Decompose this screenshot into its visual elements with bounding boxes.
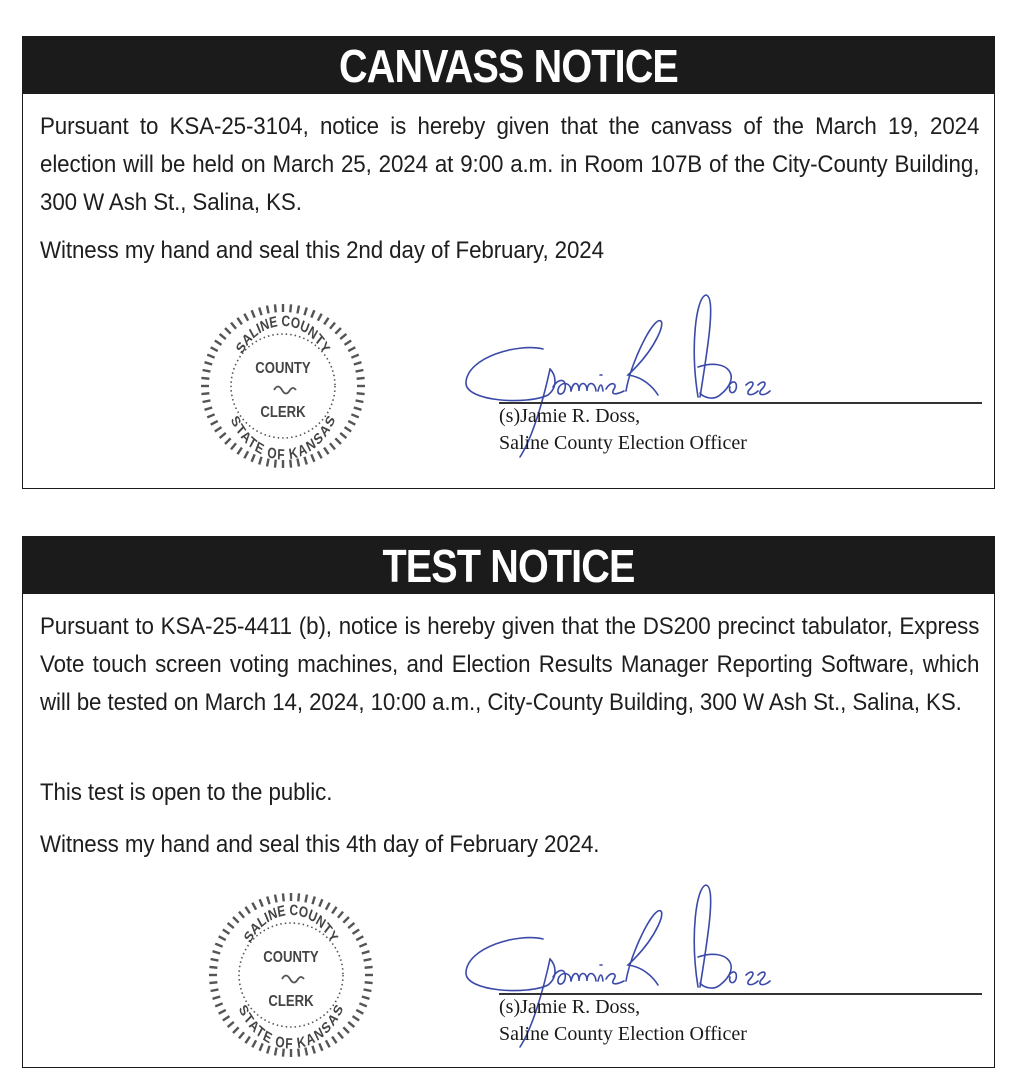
notice-paragraph: This test is open to the public. — [40, 779, 333, 806]
seal-tick — [312, 1046, 314, 1054]
seal-tick — [340, 334, 346, 339]
seal-tick — [220, 433, 226, 438]
seal-tick — [354, 407, 362, 409]
seal-tick — [207, 414, 214, 417]
seal-tick — [348, 421, 355, 425]
seal-ornament-icon — [282, 976, 304, 983]
seal-tick — [228, 1022, 234, 1027]
seal-tick — [220, 334, 226, 339]
seal-tick — [213, 951, 221, 953]
seal-tick — [209, 967, 217, 968]
seal-tick — [356, 1010, 363, 1014]
seal-tick — [326, 903, 330, 910]
seal-tick — [359, 1003, 366, 1006]
seal-tick — [345, 340, 352, 344]
seal-tick — [348, 923, 354, 928]
seal-tick — [239, 912, 244, 918]
seal-tick — [245, 1037, 249, 1044]
seal-tick — [211, 959, 219, 961]
seal-center-line2: CLERK — [260, 403, 306, 422]
seal-tick — [351, 355, 358, 358]
seal-tick — [201, 378, 209, 379]
seal-tick — [305, 895, 307, 903]
seal-tick — [357, 393, 365, 394]
notice-paragraph: Witness my hand and seal this 2nd day of February, 2024 — [40, 237, 604, 264]
seal-tick — [359, 944, 366, 947]
seal-bottom-text: STATE OF KANSAS — [236, 1001, 346, 1053]
seal-tick — [260, 899, 263, 906]
seal-tick — [223, 929, 230, 933]
seal-tick — [267, 306, 269, 314]
seal-tick — [343, 917, 349, 923]
seal-tick — [209, 982, 217, 983]
seal-tick — [203, 400, 211, 402]
seal-tick — [364, 959, 372, 961]
seal-tick — [260, 1043, 263, 1050]
seal-tick — [267, 897, 269, 905]
seal-tick — [207, 355, 214, 358]
seal-tick — [324, 318, 328, 325]
seal-tick — [252, 903, 256, 910]
seal-tick — [365, 982, 373, 983]
seal-tick — [311, 454, 314, 461]
seal-tick — [343, 1027, 349, 1033]
seal-tick — [353, 929, 360, 933]
seal-tick — [259, 457, 261, 465]
seal-tick — [252, 454, 255, 461]
signer-title: Saline County Election Officer — [499, 432, 747, 454]
notice-title: TEST NOTICE — [23, 537, 994, 594]
canvass-notice — [22, 36, 995, 489]
county-clerk-seal — [206, 890, 376, 1060]
notice-paragraph: Pursuant to KSA-25-4411 (b), notice is hereby given that the DS200 precinct tabulator, Express Vote touch screen voting machines, and Election Results Manager Reporting Software, which will be tested on March 14, 2024, 10:00 a.m., City-County Building, 300 W Ash St., Salina, KS. — [40, 613, 980, 716]
seal-tick — [244, 451, 248, 458]
seal-tick — [252, 1040, 256, 1047]
seal-tick — [318, 314, 322, 321]
seal-tick — [319, 899, 322, 906]
seal-tick — [326, 1040, 330, 1047]
seal-tick — [275, 895, 277, 903]
seal-tick — [245, 907, 249, 914]
seal-tick — [213, 996, 221, 998]
signer-name: (s)Jamie R. Doss, — [499, 996, 641, 1018]
seal-tick — [340, 433, 346, 438]
seal-tick — [215, 944, 222, 947]
seal-tick — [205, 362, 213, 364]
notice-title: CANVASS NOTICE — [23, 37, 994, 94]
seal-tick — [348, 347, 355, 351]
seal-tick — [356, 370, 364, 372]
seal-tick — [364, 989, 372, 991]
seal-tick — [330, 443, 335, 449]
seal-tick — [332, 907, 336, 914]
seal-tick — [324, 448, 328, 455]
seal-tick — [225, 328, 231, 334]
seal-tick — [357, 378, 365, 379]
seal-tick — [223, 1016, 230, 1020]
seal-tick — [275, 304, 276, 312]
seal-tick — [345, 427, 352, 431]
seal-tick — [231, 323, 236, 329]
seal-tick — [290, 304, 291, 312]
seal-tick — [338, 1032, 343, 1038]
seal-tick — [215, 1003, 222, 1006]
signer-title: Saline County Election Officer — [499, 1023, 747, 1045]
seal-tick — [297, 306, 299, 314]
seal-tick — [201, 393, 209, 394]
seal-tick — [211, 421, 218, 425]
seal-top-text: SALINE COUNTY — [241, 901, 341, 946]
seal-tick — [335, 328, 341, 334]
seal-tick — [205, 407, 213, 409]
seal-tick — [203, 370, 211, 372]
seal-tick — [215, 427, 222, 431]
seal-tick — [353, 1016, 360, 1020]
notice-paragraph: Witness my hand and seal this 4th day of February 2024. — [40, 831, 600, 858]
seal-tick — [239, 1032, 244, 1038]
seal-tick — [354, 362, 362, 364]
seal-tick — [219, 1010, 226, 1014]
seal-tick — [252, 310, 255, 317]
seal-bottom-text: STATE OF KANSAS — [228, 412, 338, 464]
seal-tick — [332, 1037, 336, 1044]
seal-tick — [330, 323, 335, 329]
seal-tick — [304, 457, 306, 465]
notice-paragraph: Pursuant to KSA-25-3104, notice is hereby given that the canvass of the March 19, 2024 election will be held on March 25, 2024 at 9:00 a.m. in Room 107B of the City-County Building, 300 W Ash St., Salina, KS. — [40, 113, 980, 216]
seal-tick — [365, 967, 373, 968]
seal-top-text: SALINE COUNTY — [233, 312, 333, 357]
seal-tick — [356, 400, 364, 402]
seal-tick — [351, 414, 358, 417]
seal-tick — [225, 438, 231, 444]
test-notice — [22, 536, 995, 1068]
seal-tick — [211, 989, 219, 991]
seal-tick — [259, 308, 261, 316]
seal-ornament-icon — [274, 387, 296, 394]
seal-center-line1: COUNTY — [255, 359, 311, 378]
seal-tick — [231, 443, 236, 449]
seal-tick — [237, 448, 241, 455]
seal-tick — [237, 318, 241, 325]
seal-tick — [211, 347, 218, 351]
seal-tick — [219, 936, 226, 940]
seal-center-line1: COUNTY — [263, 948, 319, 967]
seal-tick — [228, 923, 234, 928]
seal-tick — [319, 1043, 322, 1050]
seal-tick — [362, 951, 370, 953]
seal-tick — [283, 893, 284, 901]
county-clerk-seal — [198, 301, 368, 471]
signer-name: (s)Jamie R. Doss, — [499, 405, 641, 427]
seal-tick — [348, 1022, 354, 1027]
seal-tick — [312, 897, 314, 905]
seal-tick — [244, 314, 248, 321]
seal-tick — [233, 917, 239, 923]
seal-tick — [356, 936, 363, 940]
seal-tick — [267, 1046, 269, 1054]
seal-tick — [311, 310, 314, 317]
seal-tick — [362, 996, 370, 998]
seal-tick — [335, 438, 341, 444]
seal-tick — [298, 893, 299, 901]
seal-tick — [233, 1027, 239, 1033]
seal-tick — [304, 308, 306, 316]
seal-center-line2: CLERK — [268, 992, 314, 1011]
seal-tick — [318, 451, 322, 458]
seal-tick — [215, 340, 222, 344]
seal-tick — [338, 912, 343, 918]
